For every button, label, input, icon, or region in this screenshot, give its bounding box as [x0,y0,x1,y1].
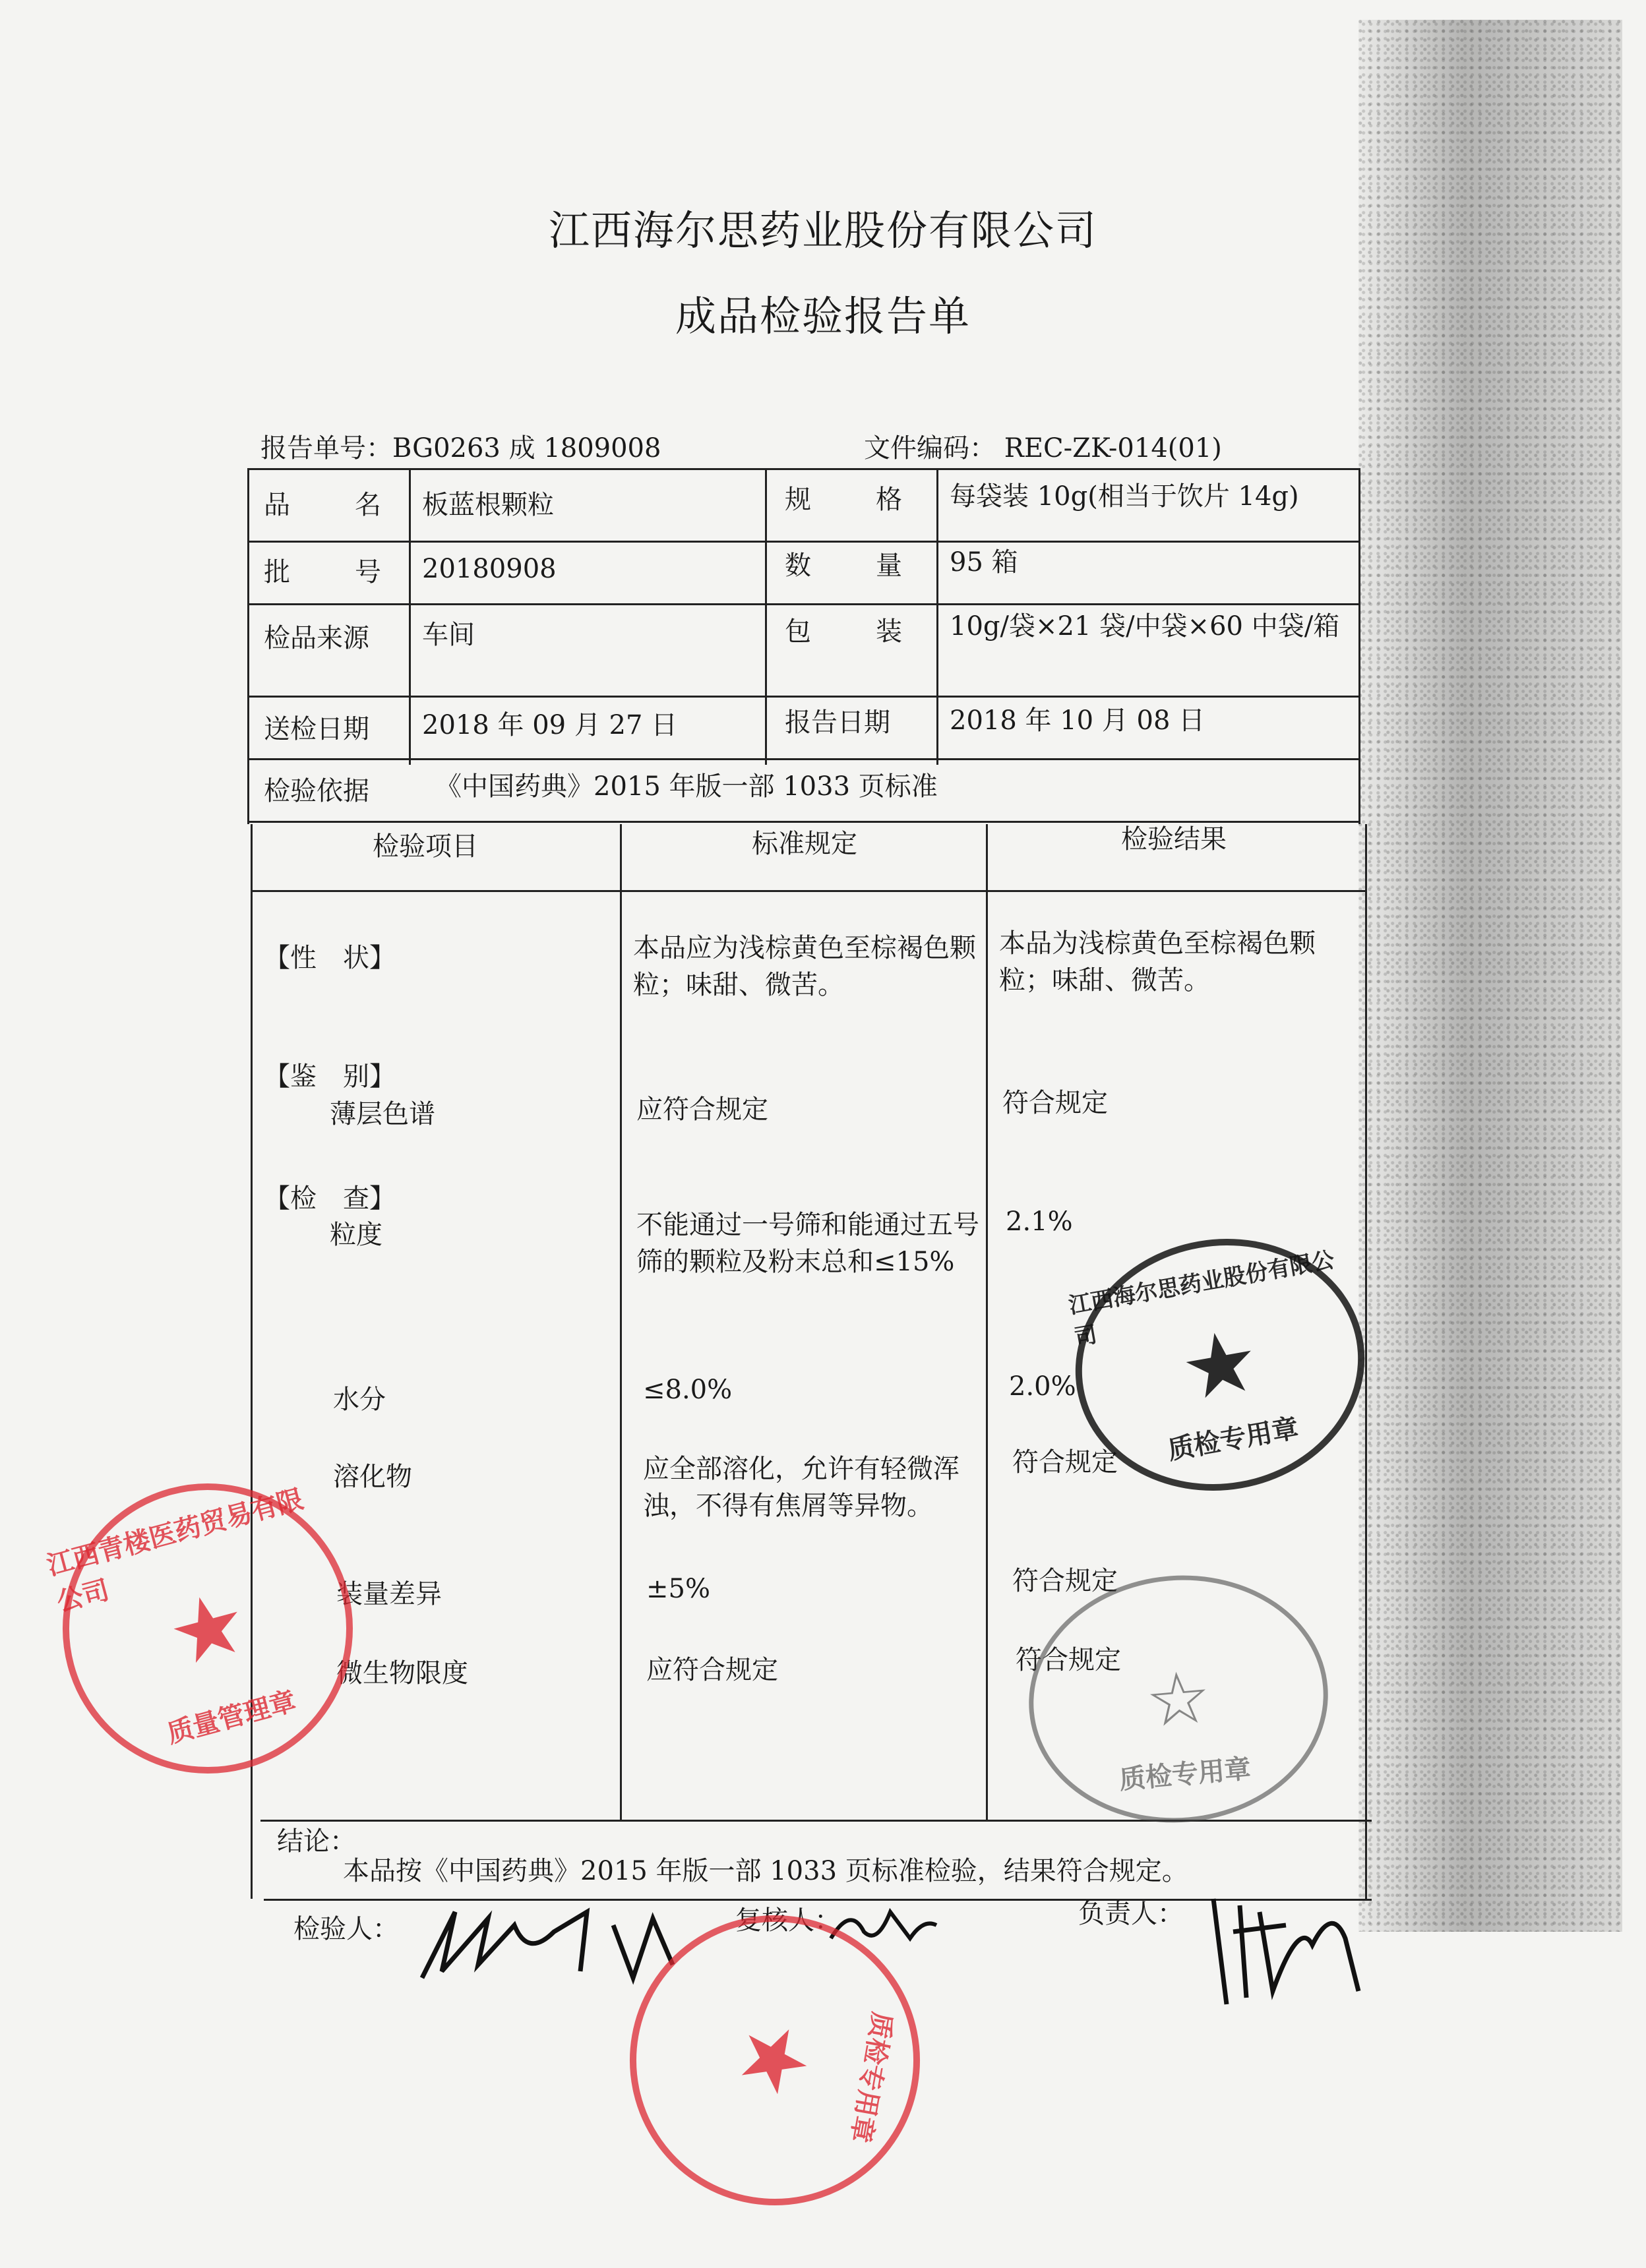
product-label: 品 名 [264,490,385,520]
table-line [986,824,988,1820]
file-code: 文件编码： REC-ZK-014(01) [864,433,1222,463]
table-line [247,758,1358,760]
spec-label: 规 格 [785,485,906,515]
submit-date-label: 送检日期 [264,714,369,744]
col-header-standard: 标准规定 [752,829,857,859]
weight-variation-standard: ±5% [646,1574,710,1604]
qc-stamp-company: 江西海尔思药业股份有限公司 [1066,1246,1337,1352]
responsible-signature [1200,1892,1372,2011]
quantity-value: 95 箱 [950,547,1018,578]
table-line [251,890,1365,892]
star-icon: ★ [719,2014,831,2107]
table-line [247,541,1358,543]
table-line [247,468,1358,470]
batch-label: 批 号 [264,557,385,587]
source-value: 车间 [422,620,475,650]
table-line [1365,824,1367,1899]
inspector-label: 检验人： [293,1914,399,1944]
moisture-standard: ≤8.0% [643,1375,733,1405]
identification-section: 【鉴 别】 [264,1061,396,1092]
table-line [936,468,938,765]
package-value: 10g/袋×21 袋/中袋×60 中袋/箱 [950,611,1340,642]
weight-variation-item: 装量差异 [336,1579,442,1609]
table-line [409,468,411,765]
granularity-standard: 不能通过一号筛和能通过五号筛的颗粒及粉末总和≤15% [636,1210,979,1277]
star-icon: ★ [1173,1309,1267,1421]
package-label: 包 装 [785,616,906,647]
tlc-result: 符合规定 [1002,1088,1108,1118]
table-line [260,1820,1372,1822]
spec-value: 每袋装 10g(相当于饮片 14g) [950,481,1299,512]
quantity-label: 数 量 [785,551,906,581]
product-value: 板蓝根颗粒 [422,490,554,520]
tlc-item: 薄层色谱 [330,1099,435,1129]
tlc-standard: 应符合规定 [636,1094,768,1125]
company-name: 江西海尔思药业股份有限公司 [548,206,1097,254]
basis-value: 《中国药典》2015 年版一部 1033 页标准 [435,771,938,802]
star-outline-icon: ☆ [1142,1654,1215,1745]
microbial-result: 符合规定 [1016,1645,1121,1675]
appearance-item: 【性 状】 [264,943,396,973]
table-line [1358,468,1360,824]
granularity-item: 粒度 [330,1220,382,1250]
col-header-item: 检验项目 [373,831,478,862]
red-stamp2-label: 质检专用章 [844,2010,898,2145]
faded-stamp-label: 质检专用章 [1118,1752,1252,1796]
reviewer-label: 复核人： [735,1905,841,1936]
appearance-result: 本品为浅棕黄色至棕褐色颗粒；味甜、微苦。 [999,928,1316,996]
batch-value: 20180908 [422,554,557,584]
conclusion-text: 本品按《中国药典》2015 年版一部 1033 页标准检验，结果符合规定。 [343,1856,1188,1886]
granularity-result: 2.1% [1006,1207,1073,1237]
report-title: 成品检验报告单 [675,292,971,340]
red-company-stamp [30,1451,386,1806]
check-section: 【检 查】 [264,1183,396,1214]
star-icon: ★ [158,1570,258,1687]
table-line [620,824,622,1820]
appearance-standard: 本品应为浅棕黄色至棕褐色颗粒；味甜、微苦。 [633,933,976,1000]
red-stamp-label: 质量管理章 [164,1685,299,1750]
moisture-result: 2.0% [1009,1371,1076,1402]
source-label: 检品来源 [264,623,369,653]
conclusion-label: 结论： [277,1826,356,1857]
report-number: 报告单号：BG0263 成 1809008 [260,433,661,463]
microbial-item: 微生物限度 [336,1658,468,1688]
table-line [247,468,249,824]
moisture-item: 水分 [333,1385,386,1415]
solubility-standard: 应全部溶化，允许有轻微浑浊，不得有焦屑等异物。 [643,1454,960,1521]
weight-variation-result: 符合规定 [1012,1566,1118,1596]
solubility-item: 溶化物 [333,1462,412,1492]
microbial-standard: 应符合规定 [646,1655,778,1685]
report-date-label: 报告日期 [785,707,890,738]
solubility-result: 符合规定 [1012,1447,1118,1477]
qc-stamp-label: 质检专用章 [1165,1412,1301,1466]
table-line [765,468,767,765]
red-stamp-company: 江西青楼医药贸易有限公司 [44,1483,307,1618]
table-line [247,696,1358,698]
report-date-value: 2018 年 10 月 08 日 [950,705,1205,736]
responsible-label: 负责人： [1078,1899,1184,1929]
table-line [247,603,1358,605]
col-header-result: 检验结果 [1121,824,1227,854]
submit-date-value: 2018 年 09 月 27 日 [422,710,678,740]
basis-label: 检验依据 [264,776,369,806]
faded-qc-stamp [1019,1563,1339,1835]
